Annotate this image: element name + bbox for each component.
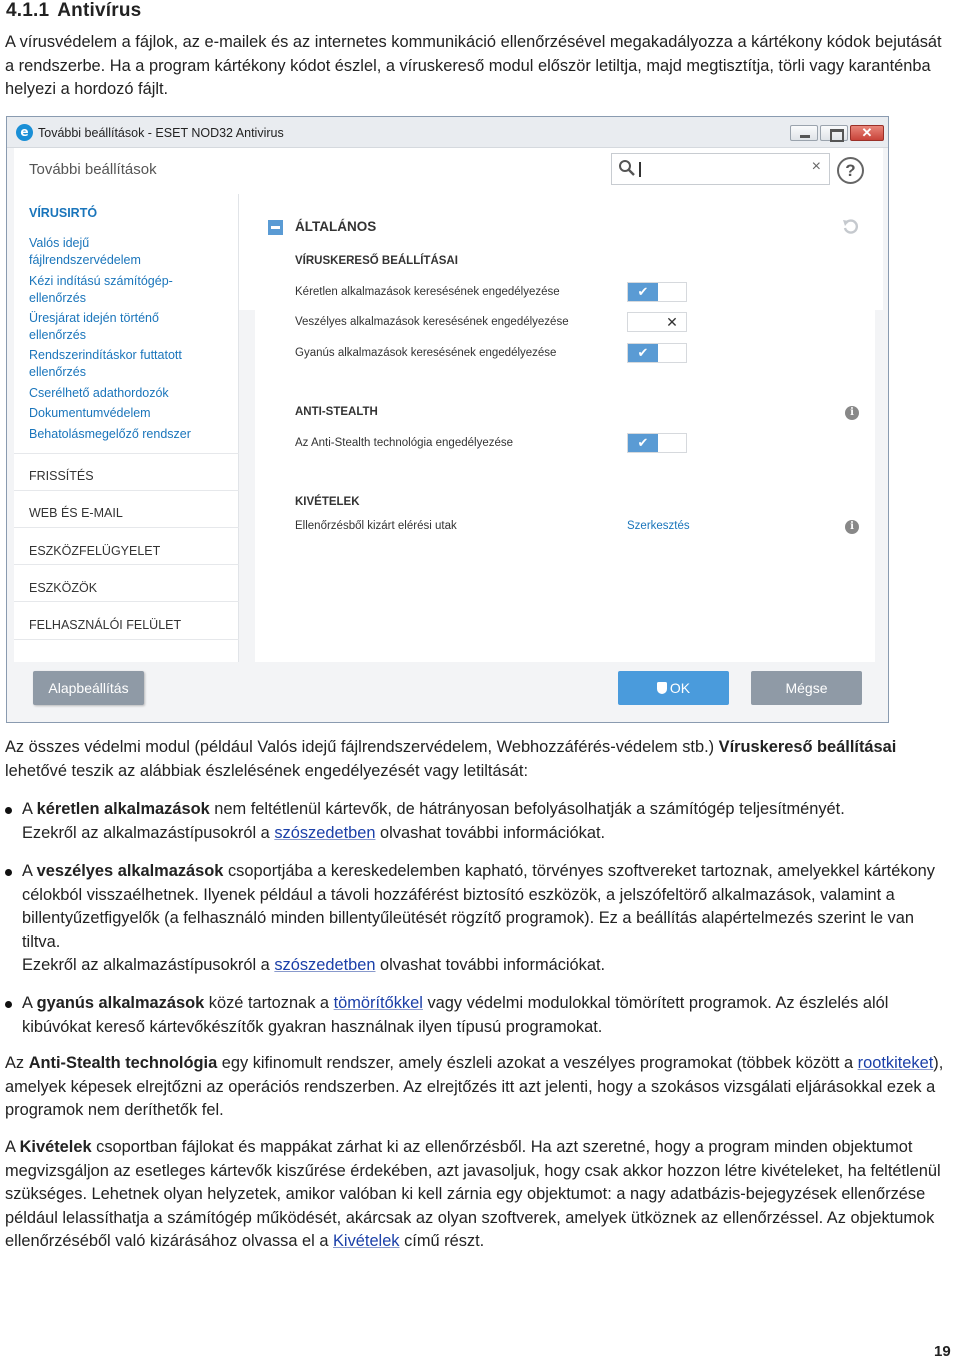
general-section-title: ÁLTALÁNOS [295, 219, 377, 234]
bold-term: gyanús alkalmazások [36, 994, 205, 1012]
text-run: nem feltétlenül kártevők, de hátrányosan befolyásolhatják a számítógép teljesítményét. [209, 800, 845, 818]
anti-stealth-heading: ANTI-STEALTH [295, 406, 378, 418]
section-heading [6, 0, 141, 22]
bullet-dot [5, 807, 12, 814]
sidebar-link-realtime-2[interactable]: fájlrendszervédelem [29, 253, 141, 267]
sidebar-divider [14, 453, 239, 454]
toggle-anti-stealth[interactable] [627, 433, 687, 453]
search-input[interactable] [611, 153, 830, 185]
shield-icon [657, 682, 667, 694]
setting-label-exclusions: Ellenőrzésből kizárt elérési utak [295, 520, 457, 532]
intro-paragraph: A vírusvédelem a fájlok, az e-mailek és az internetes kommunikáció ellenőrzésével megakadályozza a kártékony kódok bejutását a rendszerbe. Ha a program kártékony kódot észlel, a víruskereső modul először letiltja, majd megtisztítja, törli vagy karanténba helyezi a hordozó fájlt. [5, 33, 942, 98]
toggle-suspicious-apps[interactable] [627, 343, 687, 363]
bold-term: Víruskereső beállításai [718, 738, 897, 756]
paragraph-scanner-settings [5, 736, 950, 783]
bullet-unsafe-apps [5, 860, 950, 978]
toggle-unsafe-apps[interactable] [627, 312, 687, 332]
exclusions-link[interactable]: Kivételek [333, 1232, 400, 1250]
settings-content [255, 194, 875, 662]
text-run: olvashat további információkat. [375, 823, 606, 842]
text-run: A [5, 1138, 20, 1156]
text-run: Ezekről az alkalmazástípusokról a [22, 823, 275, 842]
sidebar-link-startup-scan-2[interactable]: ellenőrzés [29, 365, 86, 379]
settings-sidebar [14, 194, 239, 662]
default-button[interactable]: Alapbeállítás [33, 671, 144, 705]
text-run: olvashat további információkat. [375, 956, 606, 974]
window-title: További beállítások - ESET NOD32 Antivirus [38, 126, 284, 140]
sidebar-category-tools[interactable]: ESZKÖZÖK [29, 581, 98, 595]
bullet-suspicious-apps [5, 992, 950, 1039]
sidebar-link-manual-scan-1[interactable]: Kézi indítású számítógép- [29, 274, 173, 288]
sidebar-divider [14, 490, 239, 491]
text-run: csoportban fájlokat és mappákat zárhat ki az ellenőrzésből. Ha azt szeretné, hogy a program minden objektumot megvizsgáljon az esetleges kártevők kiszűrése érdekében, azt javasoljuk, hogy csak akkor hozzon létre kivételeket, ha feltétlenül szükséges. Lehetnek olyan helyzetek, amikor valóban ki kell zárnia egy objektumot: a nagy adatbázis-bejegyzések ellenőrzése például lelassíthatja a számítógép működését, akárcsak az olyan szoftverek, amelyek ütköznek az ellenőrzéssel. Az objektumok ellenőrzéséből való kizárásához olvassa el a [5, 1138, 941, 1250]
sidebar-link-startup-scan-1[interactable]: Rendszerindításkor futtatott [29, 348, 182, 362]
text-run: A [22, 800, 37, 818]
sidebar-link-idle-scan-1[interactable]: Üresjárat idején történő [29, 311, 159, 325]
text-run: Az [5, 1054, 29, 1072]
bold-term: kéretlen alkalmazások [36, 800, 210, 818]
eset-logo-icon: e [16, 124, 33, 141]
sidebar-divider [14, 527, 239, 528]
sidebar-category-device-control[interactable]: ESZKÖZFELÜGYELET [29, 544, 161, 558]
help-icon[interactable]: ? [837, 157, 864, 184]
sidebar-link-manual-scan-2[interactable]: ellenőrzés [29, 291, 86, 305]
sidebar-divider [14, 639, 239, 640]
info-icon[interactable]: i [845, 520, 859, 534]
toggle-unwanted-apps[interactable] [627, 282, 687, 302]
setting-label-unsafe: Veszélyes alkalmazások keresésének engedélyezése [295, 316, 569, 328]
sidebar-link-removable-media[interactable]: Cserélhető adathordozók [29, 386, 169, 400]
sidebar-category-update[interactable]: FRISSÍTÉS [29, 469, 94, 483]
glossary-link[interactable]: szószedetben [274, 956, 376, 974]
window-titlebar [7, 117, 888, 148]
text-run: ), amelyek képesek elrejtőzni az operációs rendszerben. Az elrejtőzés itt azt jelenti, hogy a szokásos vizsgálati eljárásokkal ezek a programok nem deríthetők fel. [5, 1054, 944, 1119]
revert-icon[interactable] [842, 218, 859, 235]
paragraph-anti-stealth [5, 1052, 950, 1123]
search-icon [618, 159, 635, 176]
sidebar-link-hips[interactable]: Behatolásmegelőző rendszer [29, 427, 191, 441]
text-run: Ezekről az alkalmazástípusokról a [22, 956, 275, 974]
glossary-link[interactable]: szószedetben [274, 823, 376, 842]
section-number: 4.1.1 [6, 0, 50, 21]
sidebar-link-document-protection[interactable]: Dokumentumvédelem [29, 406, 151, 420]
text-run: A [22, 994, 37, 1012]
checkmark-icon: ✔ [628, 434, 658, 452]
bullet-unwanted-apps [5, 798, 950, 845]
collapse-section-icon[interactable] [268, 220, 283, 235]
text-run: című részt. [399, 1232, 485, 1250]
sidebar-divider [14, 564, 239, 565]
close-button[interactable]: ✕ [850, 125, 884, 141]
rootkits-link[interactable]: rootkiteket [857, 1054, 934, 1072]
bold-term: veszélyes alkalmazások [36, 862, 224, 880]
packers-link[interactable]: tömörítőkkel [333, 994, 423, 1012]
text-run: vagy védelmi modulokkal tömörített programok. Az észlelés alól kibúvókat kereső kártevőkészítők gyakran használnak ilyen típusú programokat. [22, 994, 889, 1036]
bold-term: Anti-Stealth technológia [28, 1054, 218, 1072]
text-cursor [639, 162, 641, 177]
checkmark-icon: ✔ [628, 283, 658, 301]
text-run: A [22, 862, 37, 880]
minimize-button[interactable] [790, 125, 818, 141]
exclusions-heading: KIVÉTELEK [295, 496, 360, 508]
bold-term: Kivételek [19, 1138, 92, 1156]
sidebar-category-web-email[interactable]: WEB ÉS E-MAIL [29, 506, 123, 520]
scanner-settings-heading: VÍRUSKERESŐ BEÁLLÍTÁSAI [295, 255, 458, 267]
sidebar-link-idle-scan-2[interactable]: ellenőrzés [29, 328, 86, 342]
sidebar-section-antivirus[interactable]: VÍRUSIRTÓ [29, 206, 98, 220]
ok-label: OK [669, 680, 691, 696]
checkmark-icon: ✔ [628, 344, 658, 362]
settings-window-screenshot [6, 116, 889, 723]
info-icon[interactable]: i [845, 406, 859, 420]
sidebar-category-user-interface[interactable]: FELHASZNÁLÓI FELÜLET [29, 618, 182, 632]
text-run: közé tartoznak a [204, 994, 334, 1012]
window-heading: További beállítások [29, 161, 157, 178]
edit-exclusions-link[interactable]: Szerkesztés [627, 520, 690, 532]
page-number: 19 [934, 1343, 951, 1360]
text-run: egy kifinomult rendszer, amely észleli azokat a veszélyes programokat (többek között a [217, 1054, 858, 1072]
section-title: Antivírus [57, 0, 142, 21]
cancel-button[interactable]: Mégse [751, 671, 862, 705]
bullet-dot [5, 869, 12, 876]
paragraph-exclusions [5, 1136, 950, 1254]
clear-search-icon[interactable]: × [811, 158, 821, 175]
maximize-button[interactable] [820, 125, 848, 141]
ok-button[interactable] [618, 671, 729, 705]
bullet-dot [5, 1001, 12, 1008]
sidebar-divider [14, 601, 239, 602]
sidebar-link-realtime-1[interactable]: Valós idejű [29, 236, 90, 250]
text-run: Az összes védelmi modul (például Valós idejű fájlrendszervédelem, Webhozzáférés-védelem stb.) [5, 738, 719, 756]
text-run: csoportjába a kereskedelemben kapható, törvényes szoftvereket tartoznak, amelyekkel kártékony célokból visszaélhetnek. Ilyenek például a távoli hozzáférést biztosító eszközök, a jelszófeltörő alkalmazások, valamint a billentyűzetfigyelők (a felhasználó minden billentyűleütését rögzítő programok). Ez a beállítás alapértelmezés szerint le van tiltva. [22, 862, 935, 951]
setting-label-suspicious: Gyanús alkalmazások keresésének engedélyezése [295, 347, 557, 359]
setting-label-anti-stealth: Az Anti-Stealth technológia engedélyezése [295, 437, 514, 449]
setting-label-unwanted: Kéretlen alkalmazások keresésének engedélyezése [295, 286, 560, 298]
cross-icon: ✕ [666, 314, 678, 330]
text-run: lehetővé teszik az alábbiak észlelésének engedélyezését vagy letiltását: [5, 761, 528, 780]
